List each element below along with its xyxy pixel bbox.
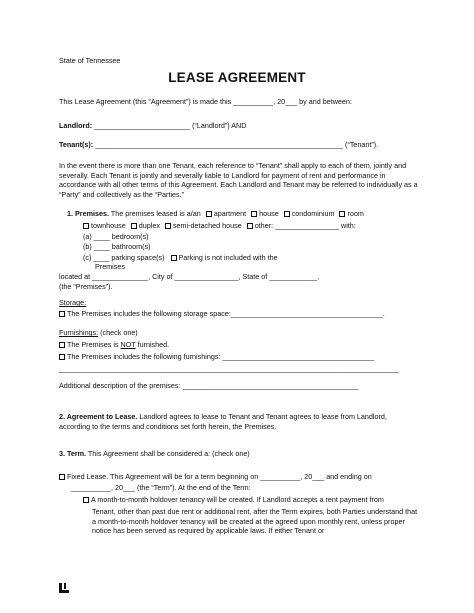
storage-option	[59, 309, 385, 318]
additional-description-field[interactable]: Additional description of the premises: ____________________________________________	[59, 381, 359, 390]
townhouse-checkbox[interactable]	[83, 223, 89, 229]
parking-line	[83, 253, 278, 262]
storage-field[interactable]: The Premises includes the following storage space:______________________________________.	[67, 309, 385, 318]
premises-number: 1.	[67, 209, 73, 218]
fixed-lease-checkbox[interactable]	[59, 474, 65, 480]
intro-line: This Lease Agreement (this “Agreement”) is made this __________, 20___ by and between:	[59, 97, 352, 106]
parking-not-included-label: Parking is not included with the	[178, 253, 278, 262]
house-label: house	[259, 209, 279, 218]
furnishings-continuation-line[interactable]: _____________________________________________________________________________________	[59, 364, 399, 373]
term-text: This Agreement shall be considered a: (check one)	[86, 449, 250, 458]
not-furnished-label-post: furnished.	[135, 340, 170, 349]
month-to-month-paragraph: Tenant, other than past due rent or additional rent, after the Term expires, both Parties understand that a month-to-month holdover tenancy will be created at the agreed upon monthly rent, unless proper notice has been served as required by applicable laws. If either Tenant or	[92, 507, 418, 535]
condominium-label: condominium	[291, 209, 335, 218]
premises-line	[67, 209, 364, 218]
parking-field[interactable]: (c) ____ parking space(s)	[83, 253, 165, 262]
bathrooms-field[interactable]: (b) ____ bathroom(s)	[83, 242, 151, 251]
landlord-line	[59, 121, 246, 130]
landlord-label: Landlord:	[59, 121, 93, 130]
parking-premises-text: Premises	[95, 262, 125, 271]
agreement-to-lease-heading: 2. Agreement to Lease.	[59, 412, 138, 421]
term-line	[59, 449, 250, 458]
document-title: LEASE AGREEMENT	[168, 70, 306, 85]
agreement-to-lease-paragraph	[59, 412, 419, 431]
term-heading: 3. Term.	[59, 449, 87, 458]
not-furnished-checkbox[interactable]	[59, 342, 65, 348]
month-to-month-text: A month-to-month holdover tenancy will be created. If Landlord accepts a rent payment from	[91, 495, 384, 504]
apartment-checkbox[interactable]	[206, 211, 212, 217]
premises-types-row2	[83, 221, 356, 230]
storage-checkbox[interactable]	[59, 311, 65, 317]
month-to-month-line	[83, 495, 384, 504]
fixed-lease-line	[59, 472, 372, 481]
tenant-line	[59, 140, 378, 149]
furnishings-option-2	[59, 352, 374, 361]
room-checkbox[interactable]	[339, 211, 345, 217]
furnishings-heading: Furnishings:	[59, 328, 99, 337]
storage-heading: Storage:	[59, 298, 87, 307]
apartment-label: apartment	[213, 209, 247, 218]
condominium-checkbox[interactable]	[284, 211, 290, 217]
furnishings-list-field[interactable]: The Premises includes the following furnishings: ______________________________________	[67, 352, 375, 361]
furnished-checkbox[interactable]	[59, 354, 65, 360]
tenant-label: Tenant(s):	[59, 140, 94, 149]
furnishings-option-1	[59, 340, 169, 349]
fixed-lease-text[interactable]: Fixed Lease. This Agreement will be for a term beginning on __________, 20___ and ending on	[67, 472, 372, 481]
premises-lead: The premises leased is a/an	[108, 209, 201, 218]
townhouse-label: townhouse	[91, 221, 126, 230]
bedrooms-field[interactable]: (a) ____ bedroom(s)	[83, 232, 149, 241]
brand-logo	[59, 583, 69, 593]
joint-liability-paragraph: In the event there is more than one Tenant, each reference to “Tenant” shall apply to each of them, jointly and severally. Each Tenant is jointly and severally liable to Landlord for payment of rent and performance in accordance with all other terms of this Agreement. Each Landlord and Tenant may be referred to individually as a “Party” and collectively as the “Parties.”	[59, 161, 418, 199]
semi-detached-checkbox[interactable]	[165, 223, 171, 229]
tenant-field[interactable]: ______________________________________________________________ (“Tenant”).	[93, 140, 379, 149]
house-checkbox[interactable]	[251, 211, 257, 217]
furnishings-check-one: (check one)	[98, 328, 138, 337]
not-furnished-emphasis: NOT	[120, 340, 136, 349]
agreement-to-lease-text: Landlord agrees to lease to Tenant and Tenant agrees to lease from Landlord, according to the terms and conditions set forth herein, the Premises.	[59, 412, 387, 431]
semi-detached-label: semi-detached house	[172, 221, 242, 230]
duplex-label: duplex	[138, 221, 160, 230]
other-checkbox[interactable]	[247, 223, 253, 229]
parking-not-included-checkbox[interactable]	[171, 255, 177, 261]
room-label: room	[347, 209, 364, 218]
premises-alias: (the “Premises”).	[59, 282, 113, 291]
duplex-checkbox[interactable]	[131, 223, 137, 229]
landlord-field[interactable]: ________________________ (“Landlord”) AND	[92, 121, 247, 130]
not-furnished-label-pre: The Premises is	[67, 340, 121, 349]
location-line[interactable]: located at ______________, City of ________________, State of ____________,	[59, 272, 320, 281]
fixed-lease-end-line[interactable]: __________, 20___ (the “Term”). At the end of the Term:	[71, 483, 251, 492]
state-heading: State of Tennessee	[59, 56, 121, 65]
premises-heading: Premises.	[75, 209, 109, 218]
other-field[interactable]: other: ________________ with:	[254, 221, 356, 230]
furnishings-heading-line	[59, 328, 138, 337]
month-to-month-checkbox[interactable]	[83, 497, 89, 503]
